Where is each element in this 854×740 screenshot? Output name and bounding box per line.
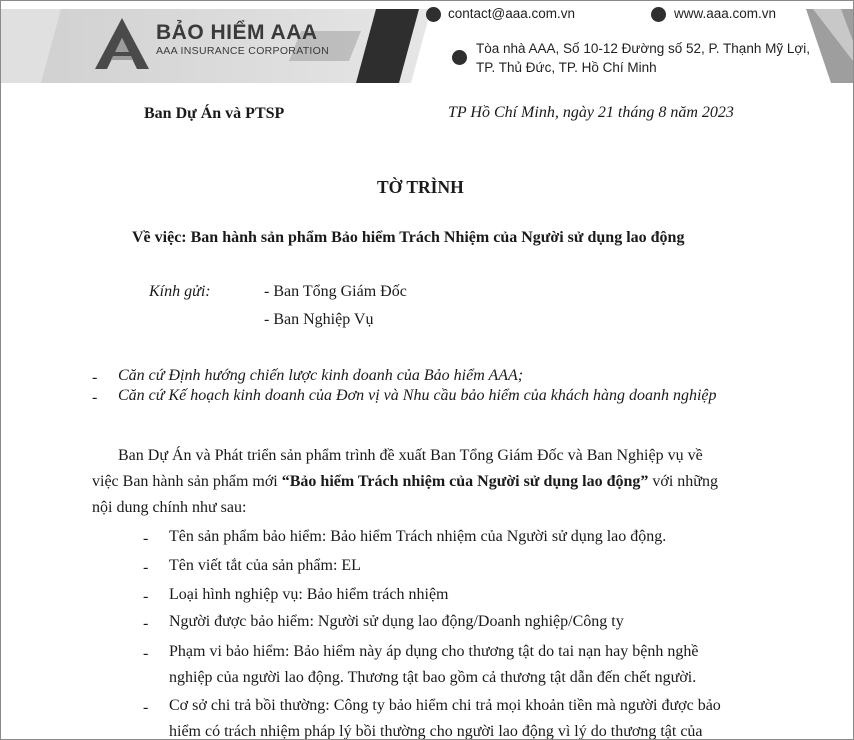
list-item-continuation: hiểm có trách nhiệm pháp lý bồi thường cho người lao động vì lý do thương tật của	[169, 723, 703, 740]
list-item-continuation: nghiệp của người lao động. Thương tật bao gồm cả thương tật dẫn đến chết người.	[169, 669, 697, 686]
contact-email: contact@aaa.com.vn	[448, 6, 576, 21]
document-date: TP Hồ Chí Minh, ngày 21 tháng 8 năm 2023	[448, 104, 734, 121]
company-logo-icon	[93, 16, 151, 71]
address-line-2: TP. Thủ Đức, TP. Hồ Chí Minh	[476, 60, 657, 75]
list-bullet: -	[143, 588, 149, 605]
intro-line-1: Ban Dự Án và Phát triển sản phẩm trình đề xuất Ban Tổng Giám Đốc và Ban Nghiệp vụ về	[118, 447, 703, 464]
contact-website: www.aaa.com.vn	[674, 6, 777, 21]
document-title: TỜ TRÌNH	[377, 177, 464, 197]
recipient-2: - Ban Nghiệp Vụ	[264, 311, 374, 328]
intro-line-2-start: việc Ban hành sản phẩm mới	[92, 473, 282, 490]
list-bullet: -	[143, 699, 149, 716]
email-icon	[426, 7, 441, 22]
company-name: BẢO HIỂM AAA	[156, 21, 318, 44]
intro-line-2-end: với những	[648, 473, 718, 490]
list-item: Loại hình nghiệp vụ: Bảo hiểm trách nhiệm	[169, 586, 449, 603]
document-subject: Về việc: Ban hành sản phẩm Bảo hiểm Trách Nhiệm của Người sử dụng lao động	[132, 229, 685, 246]
globe-icon	[651, 7, 666, 22]
intro-line-3: nội dung chính như sau:	[92, 499, 247, 516]
list-bullet: -	[143, 615, 149, 632]
list-bullet: -	[143, 530, 149, 547]
recipient-label: Kính gửi:	[149, 283, 211, 300]
list-item: Người được bảo hiểm: Người sử dụng lao động/Doanh nghiệp/Công ty	[169, 613, 624, 630]
list-item: Phạm vi bảo hiểm: Bảo hiểm này áp dụng cho thương tật do tai nạn hay bệnh nghề	[169, 643, 699, 660]
basis-1: Căn cứ Định hướng chiến lược kinh doanh của Bảo hiểm AAA;	[118, 367, 524, 384]
contact-address	[476, 39, 810, 77]
product-name-highlight: “Bảo hiểm Trách nhiệm của Người sử dụng lao động”	[281, 473, 649, 490]
list-item: Tên viết tắt của sản phẩm: EL	[169, 557, 361, 574]
recipient-1: - Ban Tổng Giám Đốc	[264, 283, 407, 300]
intro-line-2	[92, 473, 718, 491]
department-name: Ban Dự Án và PTSP	[144, 105, 285, 122]
basis-bullet: -	[92, 389, 98, 406]
list-item: Cơ sở chi trả bồi thường: Công ty bảo hiểm chi trả mọi khoản tiền mà người được bảo	[169, 697, 721, 714]
location-pin-icon	[452, 50, 467, 65]
basis-bullet: -	[92, 369, 98, 386]
list-bullet: -	[143, 559, 149, 576]
address-line-1: Tòa nhà AAA, Số 10-12 Đường số 52, P. Thạnh Mỹ Lợi,	[476, 41, 810, 56]
list-bullet: -	[143, 645, 149, 662]
basis-2: Căn cứ Kế hoạch kinh doanh của Đơn vị và Nhu cầu bảo hiểm của khách hàng doanh nghiệp	[118, 387, 717, 404]
company-logo-text	[156, 21, 329, 57]
list-item: Tên sản phẩm bảo hiểm: Bảo hiểm Trách nhiệm của Người sử dụng lao động.	[169, 528, 667, 545]
company-subname: AAA INSURANCE CORPORATION	[156, 45, 329, 57]
